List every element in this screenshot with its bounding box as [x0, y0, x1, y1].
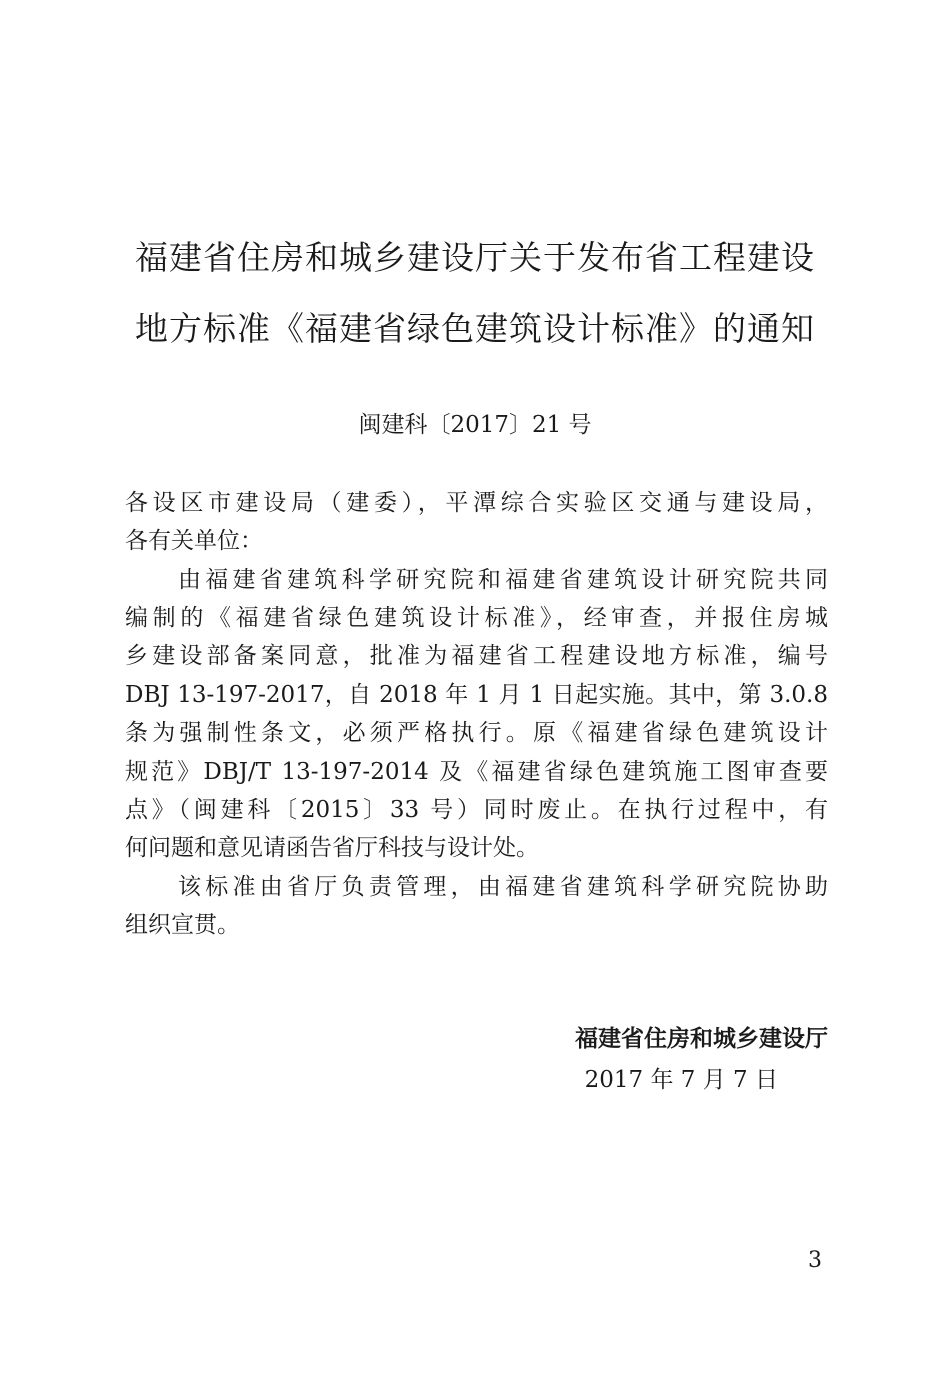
signature-organization: 福建省住房和城乡建设厅 [575, 1026, 828, 1052]
addressee-line-1: 各设区市建设局（建委），平潭综合实验区交通与建设局， [125, 490, 828, 516]
body-paragraph-1-line-7: 点》（闽建科〔2015〕33 号）同时废止。在执行过程中，有 [125, 797, 828, 823]
body-paragraph-1-line-8: 何问题和意见请函告省厅科技与设计处。 [125, 835, 539, 861]
body-paragraph-2-line-1: 该标准由省厅负责管理，由福建省建筑科学研究院协助 [178, 874, 828, 900]
body-paragraph-1-line-5: 条为强制性条文，必须严格执行。原《福建省绿色建筑设计 [125, 720, 828, 746]
notice-title-line-1: 福建省住房和城乡建设厅关于发布省工程建设 [135, 238, 815, 277]
body-paragraph-1-line-4: DBJ 13-197-2017，自 2018 年 1 月 1 日起实施。其中，第 3.0.8 [125, 682, 828, 708]
signature-date: 2017 年 7 月 7 日 [584, 1067, 778, 1093]
body-paragraph-1-line-2: 编制的《福建省绿色建筑设计标准》，经审查，并报住房城 [125, 605, 828, 631]
addressee-line-2: 各有关单位： [125, 528, 263, 554]
page-number: 3 [808, 1248, 822, 1273]
document-number: 闽建科〔2017〕21 号 [358, 412, 592, 438]
body-paragraph-1-line-1: 由福建省建筑科学研究院和福建省建筑设计研究院共同 [178, 567, 828, 593]
body-paragraph-2-line-2: 组织宣贯。 [125, 912, 240, 938]
body-paragraph-1-line-6: 规范》DBJ/T 13-197-2014 及《福建省绿色建筑施工图审查要 [125, 759, 828, 785]
notice-title-line-2: 地方标准《福建省绿色建筑设计标准》的通知 [135, 309, 815, 348]
body-paragraph-1-line-3: 乡建设部备案同意，批准为福建省工程建设地方标准，编号 [125, 643, 828, 669]
